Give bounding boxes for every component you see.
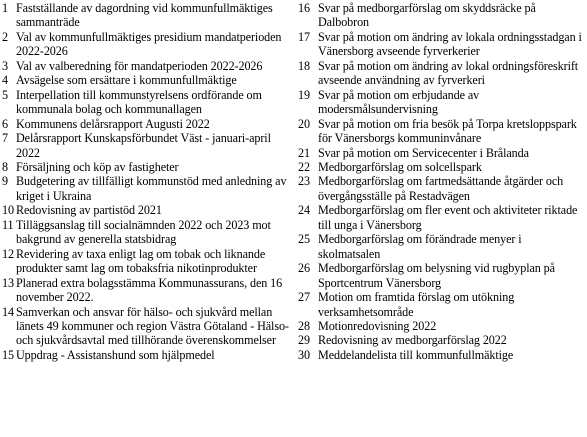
item-number: 26 xyxy=(298,261,310,276)
agenda-item xyxy=(2,131,292,160)
agenda-item xyxy=(2,1,292,30)
agenda-column-right xyxy=(298,1,586,362)
agenda-item xyxy=(298,1,586,30)
item-number: 14 xyxy=(2,304,14,319)
item-text: Medborgarförslag om fartmedsättande åtgärder och övergångsställe på Restadvägen xyxy=(318,174,564,203)
item-text: Tilläggsanslag till socialnämnden 2022 och 2023 mot bakgrund av generella statsbidrag xyxy=(16,217,271,247)
item-number: 20 xyxy=(298,116,310,131)
item-text: Svar på motion om fria besök på Torpa kretsloppspark för Vänersborgs kommuninvånare xyxy=(318,116,577,146)
item-number: 5 xyxy=(2,87,8,102)
item-text: Medborgarförslag om solcellspark xyxy=(318,159,482,174)
agenda-item xyxy=(298,174,586,203)
item-number: 15 xyxy=(2,347,14,362)
agenda-item xyxy=(2,247,292,276)
item-text: Samverkan och ansvar för hälso- och sjukvård mellan länets 49 kommuner och region Västra Götaland - Hälso- och sjukvårdsavtal med tillhörande överenskommelser xyxy=(16,304,289,348)
agenda-item xyxy=(2,117,292,131)
agenda-item xyxy=(2,88,292,117)
item-text: Svar på medborgarförslag om skyddsräcke på Dalbobron xyxy=(318,1,536,30)
item-number: 28 xyxy=(298,318,310,333)
item-text: Interpellation till kommunstyrelsens ordförande om kommunala bolag och kommunallagen xyxy=(16,87,262,117)
item-number: 23 xyxy=(298,174,310,189)
item-text: Medborgarförslag om förändrade menyer i skolmatsalen xyxy=(318,232,522,261)
item-text: Redovisning av partistöd 2021 xyxy=(16,203,162,218)
item-number: 3 xyxy=(2,58,8,73)
item-text: Svar på motion om ändring av lokala ordningsstadgan i Vänersborg avseende fyrverkerier xyxy=(318,29,582,59)
agenda-item xyxy=(2,73,292,87)
agenda-item xyxy=(2,30,292,59)
item-text: Motionredovisning 2022 xyxy=(318,318,437,333)
item-number: 12 xyxy=(2,246,14,261)
item-number: 24 xyxy=(298,203,310,218)
agenda-item xyxy=(2,160,292,174)
agenda-column-left xyxy=(2,1,292,362)
agenda-item xyxy=(298,88,586,117)
agenda-item xyxy=(2,218,292,247)
item-number: 21 xyxy=(298,145,310,160)
item-number: 11 xyxy=(2,217,14,232)
item-number: 1 xyxy=(2,1,8,15)
item-number: 7 xyxy=(2,131,8,146)
item-text: Budgetering av tillfälligt kommunstöd med anledning av kriget i Ukraina xyxy=(16,174,287,203)
item-text: Planerad extra bolagsstämma Kommunassurans, den 16 november 2022. xyxy=(16,275,283,305)
agenda-item xyxy=(298,59,586,88)
agenda-item xyxy=(298,203,586,232)
item-number: 16 xyxy=(298,1,310,15)
item-text: Val av valberedning för mandatperioden 2022-2026 xyxy=(16,58,263,73)
item-number: 2 xyxy=(2,29,8,44)
agenda-item xyxy=(298,160,586,174)
agenda-item xyxy=(298,261,586,290)
item-number: 4 xyxy=(2,73,8,88)
agenda-item xyxy=(2,348,292,362)
item-text: Uppdrag - Assistanshund som hjälpmedel xyxy=(16,347,215,362)
agenda-item xyxy=(2,203,292,217)
item-text: Försäljning och köp av fastigheter xyxy=(16,159,179,174)
item-number: 8 xyxy=(2,159,8,174)
item-text: Val av kommunfullmäktiges presidium mandatperioden 2022-2026 xyxy=(16,29,282,59)
item-number: 27 xyxy=(298,290,310,305)
item-number: 29 xyxy=(298,333,310,348)
item-text: Svar på motion om ändring av lokal ordningsföreskrift avseende användning av fyrverkeri xyxy=(318,58,579,88)
item-text: Medborgarförslag om belysning vid rugbyplan på Sportcentrum Vänersborg xyxy=(318,261,555,290)
item-text: Kommunens delårsrapport Augusti 2022 xyxy=(16,116,210,131)
agenda-item xyxy=(298,146,586,160)
agenda-item xyxy=(2,174,292,203)
agenda-item xyxy=(298,117,586,146)
agenda-item xyxy=(298,319,586,333)
item-number: 22 xyxy=(298,159,310,174)
item-number: 10 xyxy=(2,203,14,218)
item-text: Fastställande av dagordning vid kommunfullmäktiges sammanträde xyxy=(16,1,273,30)
item-text: Redovisning av medborgarförslag 2022 xyxy=(318,333,507,348)
agenda-item xyxy=(298,290,586,319)
item-number: 18 xyxy=(298,58,310,73)
item-text: Svar på motion om Servicecenter i Brålanda xyxy=(318,145,529,160)
item-number: 25 xyxy=(298,232,310,247)
item-text: Medborgarförslag om fler event och aktiviteter riktade till unga i Vänersborg xyxy=(318,203,578,232)
item-number: 6 xyxy=(2,116,8,131)
item-text: Avsägelse som ersättare i kommunfullmäktige xyxy=(16,73,237,88)
item-text: Revidering av taxa enligt lag om tobak och liknande produkter samt lag om tobaksfria nikotinprodukter xyxy=(16,246,266,276)
agenda-item xyxy=(298,333,586,347)
item-text: Delårsrapport Kunskapsförbundet Väst - januari-april 2022 xyxy=(16,131,271,160)
agenda-item xyxy=(2,59,292,73)
agenda-item xyxy=(298,232,586,261)
item-text: Motion om framtida förslag om utökning verksamhetsområde xyxy=(318,290,515,319)
agenda-item xyxy=(2,305,292,348)
item-text: Meddelandelista till kommunfullmäktige xyxy=(318,347,514,362)
item-number: 9 xyxy=(2,174,8,189)
agenda-item xyxy=(298,348,586,362)
agenda-item xyxy=(2,276,292,305)
item-number: 30 xyxy=(298,347,310,362)
agenda-item xyxy=(298,30,586,59)
item-number: 13 xyxy=(2,275,14,290)
item-number: 17 xyxy=(298,29,310,44)
item-text: Svar på motion om erbjudande av modersmålsundervisning xyxy=(318,87,480,117)
item-number: 19 xyxy=(298,87,310,102)
